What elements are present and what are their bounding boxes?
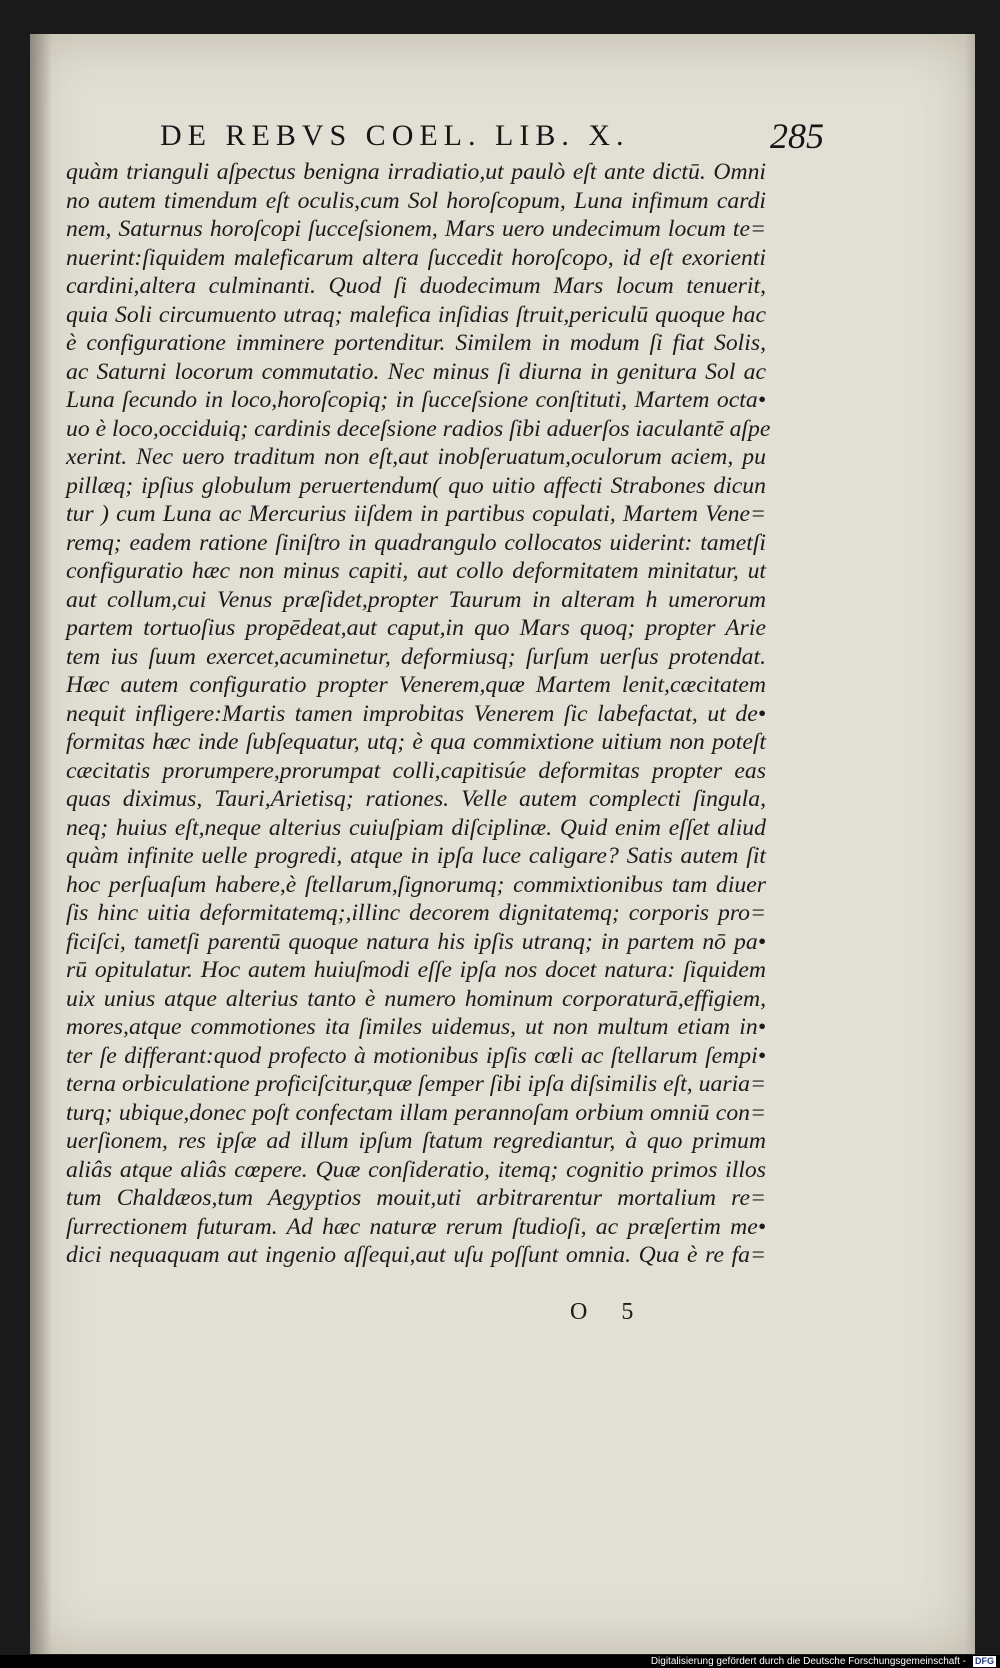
text-line: uo è loco,occiduiq; cardinis deceſsione radios ſibi aduerſos iaculantē aſpe bbox=[66, 415, 771, 442]
body-text bbox=[66, 158, 771, 1270]
text-line: remq; eadem ratione ſiniſtro in quadrangulo collocatos uiderint: tametſi bbox=[66, 529, 766, 556]
text-line: aliâs atque aliâs cœpere. Quæ conſideratio, itemq; cognitio primos illos bbox=[66, 1156, 766, 1183]
text-line: hoc perſuaſum habere,è ſtellarum,ſignorumq; commixtionibus tam diuer bbox=[66, 871, 766, 898]
running-head bbox=[122, 109, 842, 159]
text-line: è configuratione imminere portenditur. Similem in modum ſi fiat Solis, bbox=[66, 330, 766, 356]
funding-credit: Digitalisierung gefördert durch die Deutsche Forschungsgemeinschaft - bbox=[650, 1656, 966, 1667]
page-number: 285 bbox=[770, 116, 824, 156]
text-line: quia Soli circumuento utraq; malefica inſidias ſtruit,periculū quoque hac bbox=[66, 301, 766, 328]
text-line: pillæq; ipſius globulum peruertendum( quo uitio affecti Strabones dicun bbox=[66, 472, 766, 499]
text-line: Hæc autem configuratio propter Venerem,quæ Martem lenit,cæcitatem bbox=[66, 672, 766, 698]
text-line: terna orbiculatione proficiſcitur,quæ ſemper ſibi ipſa diſsimilis eſt, uaria= bbox=[66, 1071, 766, 1097]
text-line: quàm trianguli aſpectus benigna irradiatio,ut paulò eſt ante dictū. Omni bbox=[66, 159, 766, 185]
text-line: ſurrectionem futuram. Ad hæc naturæ rerum ſtudioſi, ac præſertim me• bbox=[66, 1213, 766, 1240]
text-line: turq; ubique,donec poſt confectam illam perannoſam orbium omniū con= bbox=[66, 1099, 766, 1126]
text-line: neq; huius eſt,neque alterius cuiuſpiam diſciplinæ. Quid enim eſſet aliud bbox=[66, 814, 766, 841]
text-line: ficiſci, tametſi parentū quoque natura his ipſis utranq; in partem nō pa• bbox=[66, 928, 766, 955]
text-line: quàm infinite uelle progredi, atque in ipſa luce caligare? Satis autem ſit bbox=[66, 843, 766, 869]
text-line: cardini,altera culminanti. Quod ſi duodecimum Mars locum tenuerit, bbox=[66, 273, 766, 299]
text-line: uix unius atque alterius tanto è numero hominum corporaturā,effigiem, bbox=[66, 985, 766, 1012]
text-line: ſis hinc uitia deformitatemq;,illinc decorem dignitatemq; corporis pro= bbox=[66, 900, 766, 926]
signature-mark: O 5 bbox=[570, 1299, 648, 1325]
text-line: tem ius ſuum exercet,acuminetur, deformiusq; ſurſum uerſus protendat. bbox=[66, 643, 766, 670]
dfg-logo: DFG bbox=[975, 1656, 994, 1666]
text-line: no autem timendum eſt oculis,cum Sol horoſcopum, Luna infimum cardi bbox=[66, 187, 766, 214]
text-line: nequit infligere:Martis tamen improbitas Venerem ſic labefactat, ut de• bbox=[66, 700, 766, 727]
text-line: Luna ſecundo in loco,horoſcopiq; in ſucceſsione conſtituti, Martem octa• bbox=[66, 387, 766, 413]
text-line: mores,atque commotiones ita ſimiles uidemus, ut non multum etiam in• bbox=[66, 1014, 766, 1040]
text-line: formitas hæc inde ſubſequatur, utq; è qua commixtione uitium non poteſt bbox=[66, 729, 766, 755]
text-line: aut collum,cui Venus præſidet,propter Taurum in alteram h umerorum bbox=[66, 586, 766, 613]
text-line: tum Chaldæos,tum Aegyptios mouit,uti arbitrarentur mortalium re= bbox=[66, 1185, 766, 1211]
text-line: configuratio hæc non minus capiti, aut collo deformitatem minitatur, ut bbox=[66, 558, 766, 584]
running-title: DE REBVS COEL. LIB. X. bbox=[160, 119, 630, 152]
text-line: uerſionem, res ipſæ ad illum ipſum ſtatum regrediantur, à quo primum bbox=[66, 1128, 766, 1154]
text-line: nuerint:ſiquidem maleficarum altera ſuccedit horoſcopo, id eſt exorienti bbox=[66, 244, 766, 271]
footer-bar bbox=[0, 1655, 1000, 1668]
text-line: ac Saturni locorum commutatio. Nec minus ſi diurna in genitura Sol ac bbox=[66, 358, 766, 385]
book-page bbox=[30, 34, 975, 1654]
text-line: dici nequaquam aut ingenio aſſequi,aut uſu poſſunt omnia. Qua è re fa= bbox=[66, 1242, 766, 1268]
text-line: tur ) cum Luna ac Mercurius iiſdem in partibus copulati, Martem Vene= bbox=[66, 501, 766, 527]
text-line: ter ſe differant:quod profecto à motionibus ipſis cœli ac ſtellarum ſempi• bbox=[66, 1042, 766, 1069]
text-line: nem, Saturnus horoſcopi ſucceſsionem, Mars uero undecimum locum te= bbox=[66, 216, 766, 242]
text-line: xerint. Nec uero traditum non eſt,aut inobſeruatum,oculorum aciem, pu bbox=[66, 444, 766, 470]
text-line: quas diximus, Tauri,Arietisq; rationes. Velle autem complecti ſingula, bbox=[66, 786, 766, 812]
text-line: cæcitatis prorumpere,prorumpat colli,capitisúe deformitas propter eas bbox=[66, 757, 766, 784]
text-line: rū opitulatur. Hoc autem huiuſmodi eſſe ipſa nos docet natura: ſiquidem bbox=[66, 957, 766, 983]
text-line: partem tortuoſius propēdeat,aut caput,in quo Mars quoq; propter Arie bbox=[66, 615, 766, 641]
